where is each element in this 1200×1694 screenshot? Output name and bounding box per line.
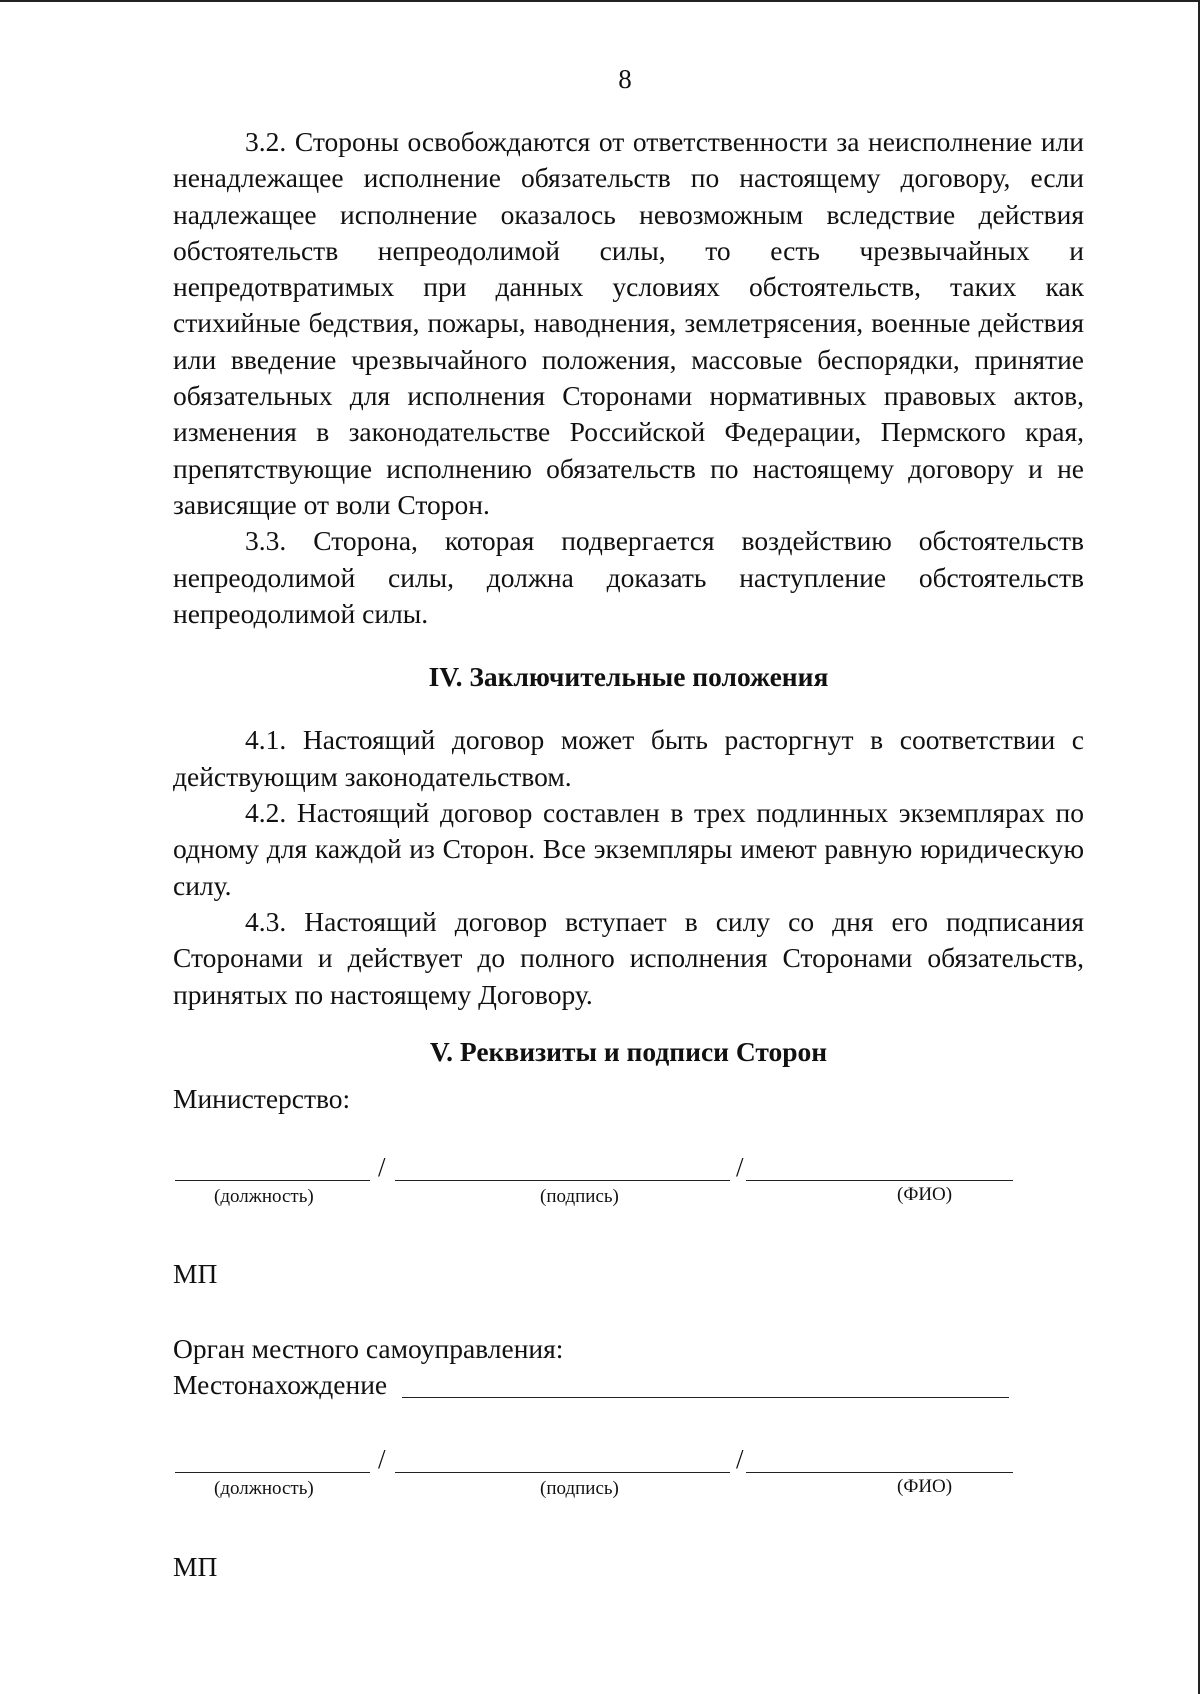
- ministry-label: Министерство:: [173, 1083, 351, 1114]
- clause-4-1: 4.1. Настоящий договор может быть расторгнут в соответствии с действующим законодательством.: [173, 724, 1084, 792]
- local-gov-signature-line: [395, 1472, 730, 1473]
- clause-3-2: 3.2. Стороны освобождаются от ответственности за неисполнение или ненадлежащее исполнение обязательств по настоящему договору, если надлежащее исполнение оказалось невозможным вследствие действия обстоятельств непреодолимой силы, то есть чрезвычайных и непредотвратимых при данных условиях обстоятельств, таких как стихийные бедствия, пожары, наводнения, землетрясения, военные действия или введение чрезвычайного положения, массовые беспорядки, принятие обязательных для исполнения Сторонами нормативных правовых актов, изменения в законодательстве Российской Федерации, Пермского края, препятствующие исполнению обязательств по настоящему договору и не зависящие от воли Сторон.: [173, 126, 1084, 520]
- ministry-seal-mark: МП: [173, 1258, 218, 1289]
- contract-body: [173, 124, 1084, 1070]
- ministry-slash-1: /: [378, 1152, 386, 1182]
- clause-3-3: 3.3. Сторона, которая подвергается воздействию обстоятельств непреодолимой силы, должна доказать наступление обстоятельств непреодолимой силы.: [173, 525, 1084, 629]
- local-gov-name-line: [746, 1472, 1013, 1473]
- local-gov-signature-caption: (подпись): [540, 1478, 619, 1499]
- ministry-position-caption: (должность): [214, 1186, 314, 1207]
- clause-4-3: 4.3. Настоящий договор вступает в силу со дня его подписания Сторонами и действует до полного исполнения Сторонами обязательств, принятых по настоящему Договору.: [173, 905, 1084, 1010]
- local-gov-slash-2: /: [736, 1444, 744, 1474]
- ministry-slash-2: /: [736, 1152, 744, 1182]
- ministry-signature-line: [395, 1180, 730, 1181]
- ministry-name-caption: (ФИО): [897, 1184, 953, 1205]
- section-v-heading: V. Реквизиты и подписи Сторон: [429, 1035, 828, 1067]
- ministry-signature-caption: (подпись): [540, 1186, 619, 1207]
- section-iv-heading: IV. Заключительные положения: [428, 661, 829, 693]
- local-gov-seal-mark: МП: [173, 1551, 218, 1582]
- local-gov-position-line: [175, 1472, 370, 1473]
- local-gov-name-caption: (ФИО): [897, 1476, 953, 1497]
- local-gov-location-line: [402, 1397, 1009, 1398]
- local-gov-position-caption: (должность): [214, 1478, 314, 1499]
- clause-4-2: 4.2. Настоящий договор составлен в трех подлинных экземплярах по одному для каждой из Сторон. Все экземпляры имеют равную юридическую силу.: [173, 797, 1084, 901]
- page-number: 8: [618, 64, 632, 94]
- ministry-position-line: [175, 1180, 370, 1181]
- local-gov-label: Орган местного самоуправления:: [173, 1333, 564, 1364]
- local-gov-location-label: Местонахождение: [173, 1369, 388, 1400]
- ministry-name-line: [746, 1180, 1013, 1181]
- local-gov-slash-1: /: [378, 1444, 386, 1474]
